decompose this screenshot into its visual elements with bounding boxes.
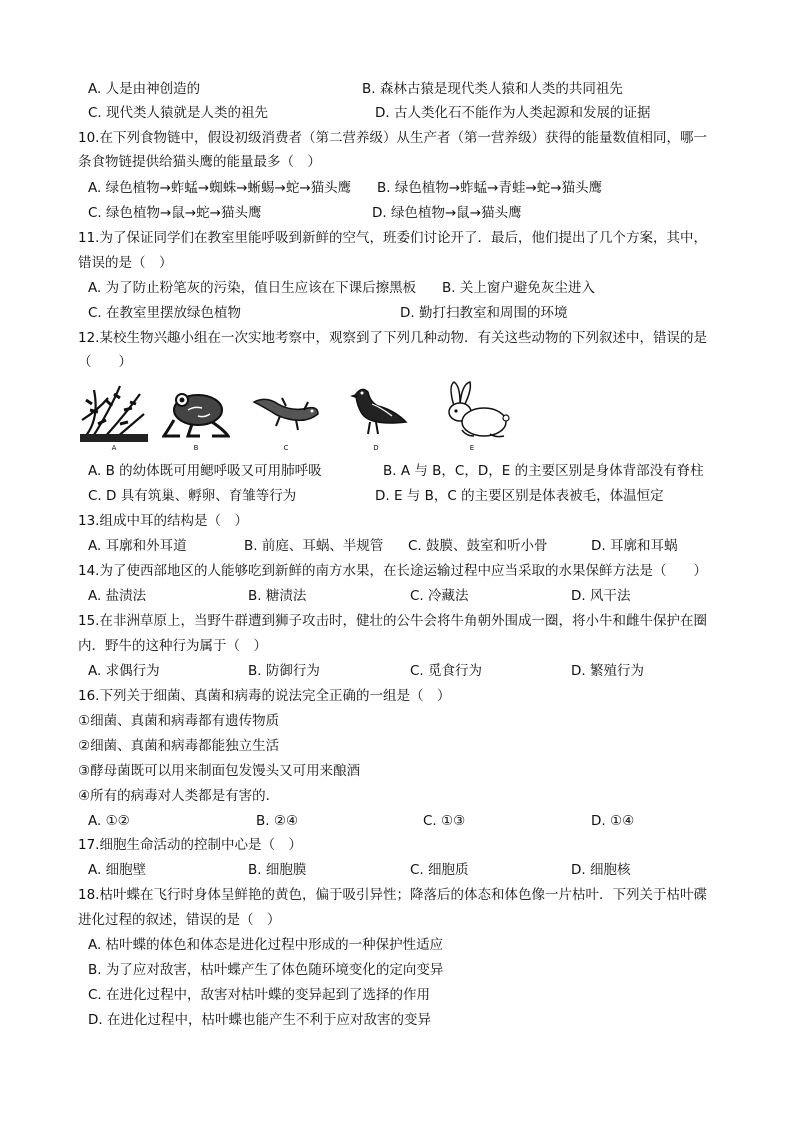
rabbit-icon	[432, 380, 512, 442]
q16-statement-1: ①细菌、真菌和病毒都有遗传物质	[78, 713, 280, 729]
figure-b-label: B	[193, 444, 199, 452]
q14-option-d: D. 风干法	[571, 588, 631, 604]
q12-stem-line2: （ ）	[78, 354, 132, 370]
frog-icon	[162, 380, 230, 442]
q13-option-b: B. 前庭、耳蜗、半规管	[244, 538, 384, 554]
figure-d-label: D	[373, 444, 379, 452]
moss-plant-icon	[80, 380, 148, 442]
q15-option-a: A. 求偶行为	[88, 663, 160, 679]
q13-stem: 13.组成中耳的结构是（ ）	[78, 513, 248, 529]
q16-option-a: A. ①②	[88, 813, 130, 829]
q9-option-a: A. 人是由神创造的	[88, 81, 201, 97]
q10-option-c: C. 绿色植物→鼠→蛇→猫头鹰	[88, 205, 262, 221]
q17-option-c: C. 细胞质	[410, 862, 469, 878]
q18-option-c: C. 在进化过程中，敌害对枯叶蝶的变异起到了选择的作用	[88, 987, 431, 1003]
q16-option-b: B. ②④	[256, 813, 299, 829]
q10-stem-line1: 10.在下列食物链中，假设初级消费者（第二营养级）从生产者（第一营养级）获得的能量数值相同，哪一	[78, 130, 707, 146]
q18-option-d: D. 在进化过程中，枯叶蝶也能产生不利于应对敌害的变异	[88, 1012, 431, 1028]
q15-option-b: B. 防御行为	[248, 663, 320, 679]
q11-option-b: B. 关上窗户避免灰尘进入	[442, 280, 595, 296]
q13-option-a: A. 耳廓和外耳道	[88, 538, 187, 554]
q17-option-b: B. 细胞膜	[248, 862, 307, 878]
q9-option-c: C. 现代类人猿就是人类的祖先	[88, 105, 269, 121]
q13-option-c: C. 鼓膜、鼓室和听小骨	[408, 538, 548, 554]
q16-option-d: D. ①④	[591, 813, 635, 829]
figure-a	[80, 380, 148, 450]
q17-option-a: A. 细胞壁	[88, 862, 147, 878]
q13-option-d: D. 耳廓和耳蜗	[591, 538, 678, 554]
q9-option-b: B. 森林古猿是现代类人猿和人类的共同祖先	[362, 81, 623, 97]
q16-statement-2: ②细菌、真菌和病毒都能独立生活	[78, 738, 280, 754]
q10-option-d: D. 绿色植物→鼠→猫头鹰	[372, 205, 522, 221]
lizard-icon	[252, 380, 320, 442]
q12-option-c: C. D 具有筑巢、孵卵、育雏等行为	[88, 488, 297, 504]
q15-option-c: C. 觅食行为	[410, 663, 483, 679]
q14-stem: 14.为了使西部地区的人能够吃到新鲜的南方水果，在长途运输过程中应当采取的水果保鲜方法是（ ）	[78, 563, 707, 579]
q10-stem-line2: 条食物链提供给猫头鹰的能量最多（ ）	[78, 154, 321, 170]
pigeon-icon	[342, 380, 410, 442]
q9-option-d: D. 古人类化石不能作为人类起源和发展的证据	[375, 105, 651, 121]
q18-stem-line2: 进化过程的叙述，错误的是（ ）	[78, 912, 281, 928]
figure-e-label: E	[469, 444, 475, 452]
q16-statement-3: ③酵母菌既可以用来制面包发馒头又可用来酿酒	[78, 763, 361, 779]
q16-option-c: C. ①③	[423, 813, 466, 829]
figure-c-label: C	[283, 444, 289, 452]
q12-option-a: A. B 的幼体既可用鳃呼吸又可用肺呼吸	[88, 463, 322, 479]
q16-statement-4: ④所有的病毒对人类都是有害的．	[78, 788, 280, 804]
figure-a-label: A	[111, 444, 117, 452]
q11-option-d: D. 勤打扫教室和周围的环境	[400, 305, 568, 321]
q12-stem-line1: 12.某校生物兴趣小组在一次实地考察中，观察到了下列几种动物．有关这些动物的下列叙述中，错误的是	[78, 330, 707, 346]
q17-stem: 17.细胞生命活动的控制中心是（ ）	[78, 837, 302, 853]
q10-option-b: B. 绿色植物→蚱蜢→青蛙→蛇→猫头鹰	[377, 180, 603, 196]
q15-stem-line2: 内．野牛的这种行为属于（ ）	[78, 638, 267, 654]
q14-option-a: A. 盐渍法	[88, 588, 147, 604]
q15-option-d: D. 繁殖行为	[571, 663, 644, 679]
q18-option-b: B. 为了应对敌害，枯叶蝶产生了体色随环境变化的定向变异	[88, 962, 444, 978]
q17-option-d: D. 细胞核	[571, 862, 631, 878]
q12-option-d: D. E 与 B，C 的主要区别是体表被毛，体温恒定	[375, 488, 664, 504]
q10-option-a: A. 绿色植物→蚱蜢→蜘蛛→蜥蜴→蛇→猫头鹰	[88, 180, 352, 196]
q11-option-a: A. 为了防止粉笔灰的污染，值日生应该在下课后擦黑板	[88, 280, 417, 296]
q18-stem-line1: 18.枯叶蝶在飞行时身体呈鲜艳的黄色，偏于吸引异性；降落后的体态和体色像一片枯叶．下列关于枯叶碟	[78, 887, 707, 903]
figure-d	[342, 380, 410, 450]
q15-stem-line1: 15.在非洲草原上，当野牛群遭到狮子攻击时，健壮的公牛会将牛角朝外围成一圈，将小牛和雌牛保护在圈	[78, 613, 707, 629]
q11-option-c: C. 在教室里摆放绿色植物	[88, 305, 242, 321]
figure-b	[162, 380, 230, 450]
q18-option-a: A. 枯叶蝶的体色和体态是进化过程中形成的一种保护性适应	[88, 937, 444, 953]
q11-stem-line1: 11.为了保证同学们在教室里能呼吸到新鲜的空气，班委们讨论开了．最后，他们提出了几个方案，其中，	[78, 230, 707, 246]
figure-e	[432, 380, 512, 450]
q14-option-b: B. 糖渍法	[248, 588, 307, 604]
q14-option-c: C. 冷藏法	[410, 588, 469, 604]
q11-stem-line2: 错误的是（ ）	[78, 255, 173, 271]
q12-option-b: B. A 与 B，C，D，E 的主要区别是身体背部没有脊柱	[383, 463, 704, 479]
animal-figures	[80, 380, 520, 452]
q16-stem: 16.下列关于细菌、真菌和病毒的说法完全正确的一组是（ ）	[78, 688, 451, 704]
figure-c	[252, 380, 320, 450]
